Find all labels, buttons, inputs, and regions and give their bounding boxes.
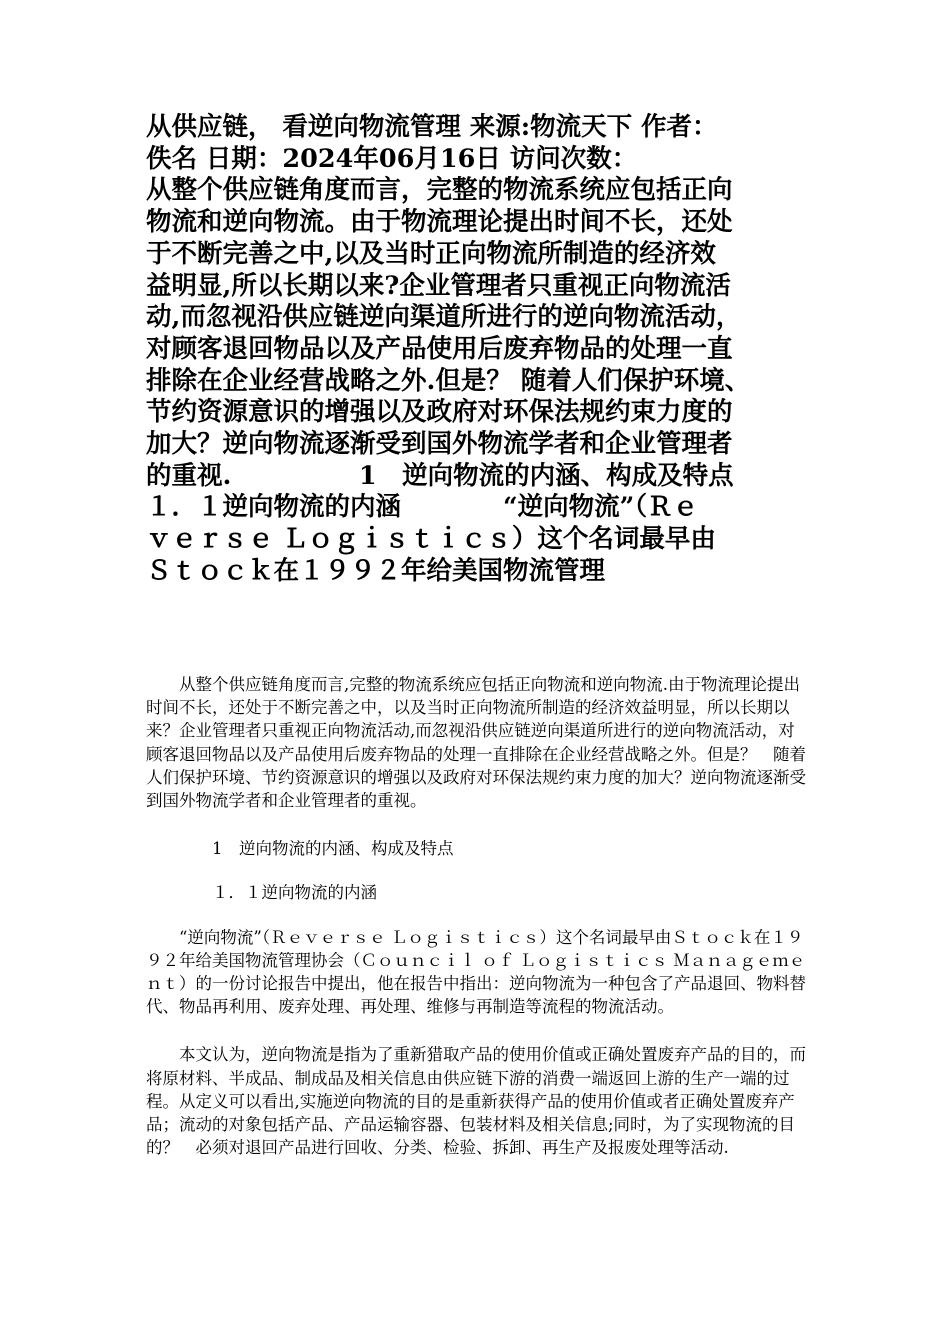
header-text-block [146,112,826,588]
header-line: 物流和逆向物流。由于物流理论提出时间不长，还处 [146,207,733,238]
definition-paragraph: “逆向物流”（Ｒｅｖｅｒｓｅ Ｌｏｇｉｓｔｉｃｓ）这个名词最早由Ｓｔｏｃｋ在１９９２年给美国物流管理协会（Ｃｏｕｎｃｉｌ ｏｆ Ｌｏｇｉｓｔｉｃｓ Ｍａｎａｇｅｍｅｎｔ）的一份讨论报告中提出，他在报告中指出：逆向物流为一种包含了产品退回、物料替代、物品再利用、废弃处理、再处理、维修与再制造等流程的物流活动。 [146,927,806,1017]
header-line: 动,而忽视沿供应链逆向渠道所进行的逆向物流活动， [146,302,742,333]
header-line: 从整个供应链角度而言，完整的物流系统应包括正向 [146,175,733,206]
document-body [146,673,806,1159]
header-line: 佚名 日期：2024年06月16日 访问次数： [146,143,638,174]
header-line: 从供应链， 看逆向物流管理 来源:物流天下 作者： [146,112,718,142]
author-view-paragraph: 本文认为，逆向物流是指为了重新猎取产品的使用价值或正确处置废弃产品的目的，而将原材料、半成品、制成品及相关信息由供应链下游的消费一端返回上游的生产一端的过程。从定义可以看出,实施逆向物流的目的是重新获得产品的使用价值或者正确处置废弃产品；流动的对象包括产品、产品运输容器、包装材料及相关信息;同时，为了实现物流的目的？ 必须对退回产品进行回收、分类、检验、拆卸、再生产及报废处理等活动. [146,1045,806,1158]
subsection-heading: １．１逆向物流的内涵 [212,883,377,903]
header-line: 排除在企业经营战略之外.但是？ 随着人们保护环境、 [146,365,751,396]
intro-paragraph: 从整个供应链角度而言,完整的物流系统应包括正向物流和逆向物流.由于物流理论提出时间不长，还处于不断完善之中，以及当时正向物流所制造的经济效益明显，所以长期以来？企业管理者只重视正向物流活动,而忽视沿供应链逆向渠道所进行的逆向物流活动，对顾客退回物品以及产品使用后废弃物品的处理一直排除在企业经营战略之外。但是？ 随着人们保护环境、节约资源意识的增强以及政府对环保法规约束力度的加大？逆向物流逐渐受到国外物流学者和企业管理者的重视。 [146,675,806,811]
header-line: 对顾客退回物品以及产品使用后废弃物品的处理一直 [146,333,733,364]
header-line: 益明显,所以长期以来?企业管理者只重视正向物流活 [146,270,731,301]
header-line: 节约资源意识的增强以及政府对环保法规约束力度的 [146,397,733,428]
header-line: ｖｅｒｓｅ Ｌｏｇｉｓｔｉｃｓ）这个名词最早由 [146,524,716,555]
header-line: 的重视. 1 逆向物流的内涵、构成及特点 [146,460,734,491]
header-line: 于不断完善之中,以及当时正向物流所制造的经济效 [146,238,716,269]
header-line: Ｓｔｏｃｋ在１９９２年给美国物流管理 [146,555,606,586]
section-heading: 1 逆向物流的内涵、构成及特点 [212,839,454,859]
header-line: 加大？逆向物流逐渐受到国外物流学者和企业管理者 [146,429,733,460]
header-line: １．１逆向物流的内涵 “逆向物流”（Ｒｅ [146,492,699,523]
